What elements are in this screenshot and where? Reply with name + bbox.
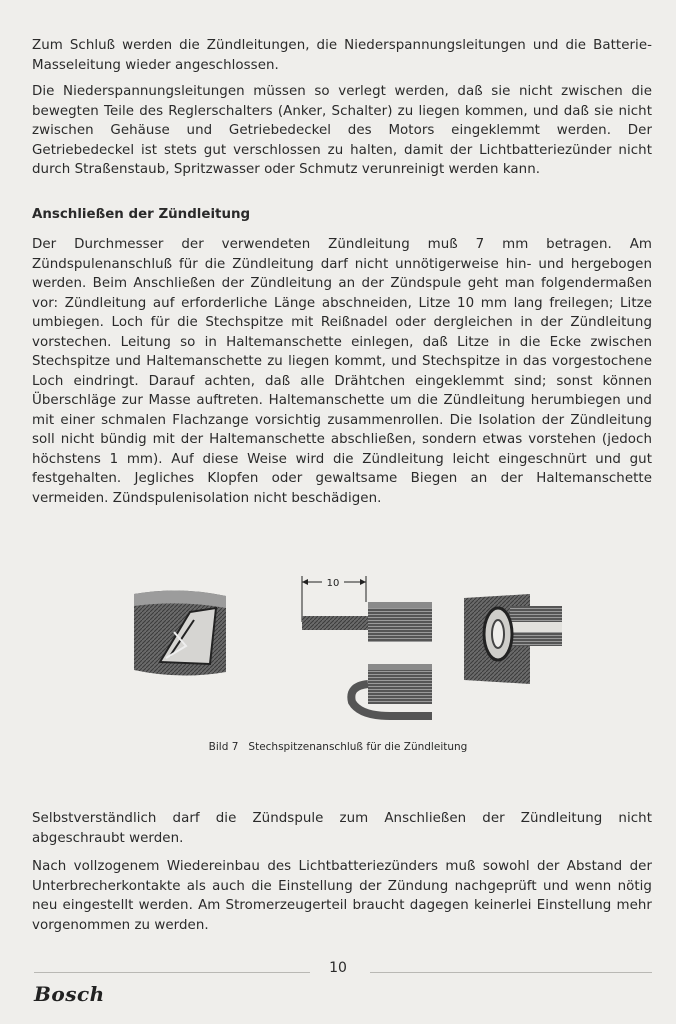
paragraph-low-voltage-routing: Die Niederspannungsleitungen müssen so verlegt werden, daß sie nicht zwischen die bewegten Teile des Reglerschalters (Anker, Schalter) zu liegen kommen, und daß sie nicht zwischen Gehäuse und Getriebedeckel des Motors eingeklemmt werden. Der Getriebedeckel ist stets gut verschlossen zu halten, damit der Lichtbatteriezünder nicht durch Straßenstaub, Spritzwasser oder Schmutz verunreinigt werden kann. — [32, 84, 652, 177]
page-number: 10 — [329, 960, 347, 976]
drawing-step-3 — [351, 664, 432, 716]
drawing-step-1 — [134, 590, 226, 675]
paragraph-reinstallation: Nach vollzogenem Wiedereinbau des Lichtbatteriezünders muß sowohl der Abstand der Unterbrecherkontakte als auch die Einstellung der Zündung nachgeprüft und wenn nötig neu eingestellt werden. Am Stromerzeugerteil braucht dagegen keinerlei Einstellung mehr vorgenommen zu werden. — [32, 859, 652, 933]
footer-rule-right — [370, 972, 652, 973]
bosch-logo: Bosch — [34, 982, 105, 1006]
paragraph-connection-instructions: Der Durchmesser der verwendeten Zündleitung muß 7 mm betragen. Am Zündspulenanschluß für die Zündleitung darf nicht unnötigerweise hin- und hergebogen werden. Beim Anschließen der Zündleitung an der Zündspule geht man folgendermaßen vor: Zündleitung auf erforderliche Länge abschneiden, Litze 10 mm lang freilegen; Litze umbiegen. Loch für die Stechspitze mit Reißnadel oder dergleichen in der Zündleitung vorstechen. Leitung so in Haltemanschette einlegen, daß Litze in die Ecke zwischen Stechspitze und Haltemanschette zu liegen kommt, und Stechspitze in das vorgestochene Loch eindringt. Darauf achten, daß alle Drähtchen eingeklemmt sind; sonst können Überschläge zur Masse auftreten. Haltemanschette um die Zündleitung herumbiegen und mit einer schmalen Flachzange vorsichtig zusammenrollen. Die Isolation der Zündleitung soll nicht bündig mit der Haltemanschette abschließen, sondern etwas vorstehen (jedoch höchstens 1 mm). Auf diese Weise wird die Zündleitung leicht eingeschnürt und gut festgehalten. Jegliches Klopfen oder gewaltsame Biegen an der Haltemanschette vermeiden. Zündspulenisolation nicht beschädigen. — [32, 237, 652, 506]
figure-caption — [0, 740, 676, 754]
figure-illustration — [130, 572, 570, 722]
caption-text: Stechspitzenanschluß für die Zündleitung — [248, 741, 468, 753]
footer-rule-left — [34, 972, 310, 973]
caption-number: Bild 7 — [208, 741, 239, 753]
drawing-step-4 — [464, 594, 562, 684]
section-heading: Anschließen der Zündleitung — [32, 207, 251, 222]
paragraph-reconnect: Zum Schluß werden die Zündleitungen, die Niederspannungsleitungen und die Batterie-Masseleitung wieder angeschlossen. — [32, 38, 652, 73]
paragraph-coil-note: Selbstverständlich darf die Zündspule zum Anschließen der Zündleitung nicht abgeschraubt werden. — [32, 811, 652, 846]
figure-spike-connection — [130, 572, 570, 722]
dimension-label: 10 — [326, 578, 340, 589]
drawing-step-2 — [302, 575, 432, 642]
